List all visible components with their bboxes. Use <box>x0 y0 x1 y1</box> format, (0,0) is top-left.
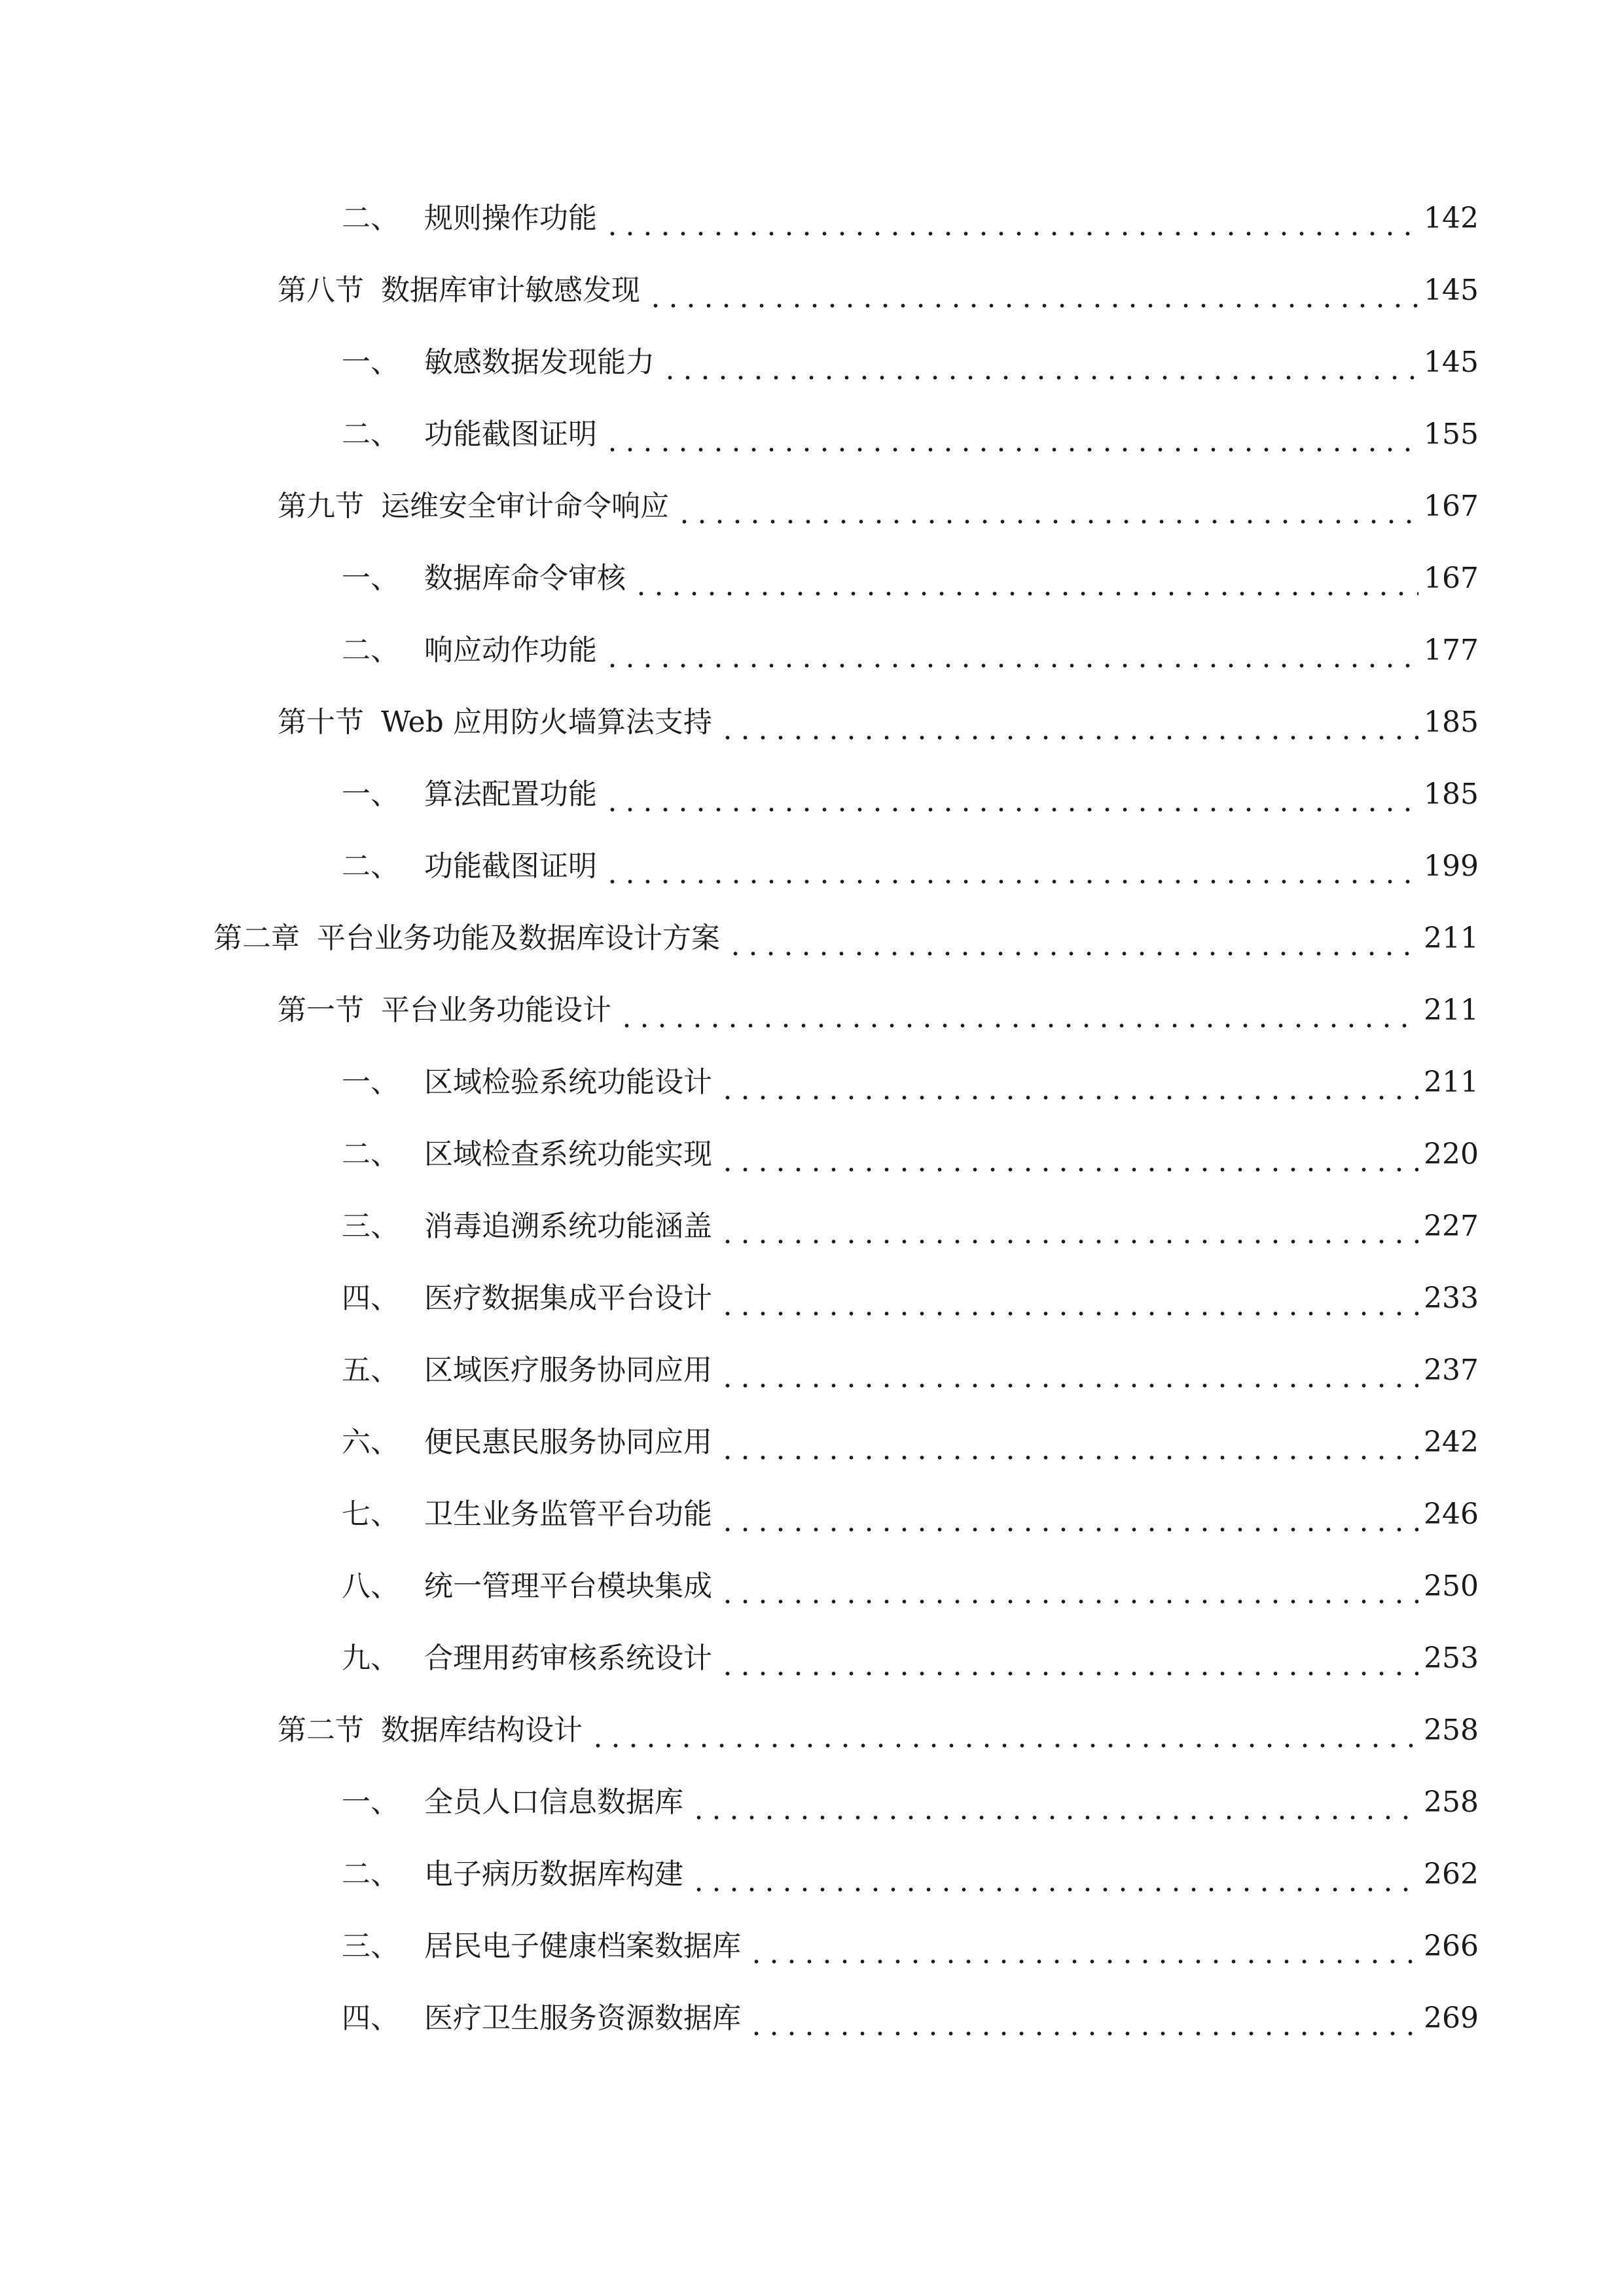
toc-entry[interactable] <box>342 408 1479 461</box>
toc-entry[interactable] <box>342 768 1479 821</box>
toc-entry[interactable] <box>342 336 1479 389</box>
dot-leader <box>604 192 1418 245</box>
toc-entry-label <box>342 1416 712 1469</box>
toc-entry-label <box>342 1776 683 1829</box>
dot-leader <box>719 1416 1418 1469</box>
toc-entry-title: 合理用药审核系统设计 <box>424 1641 712 1675</box>
dot-leader <box>604 624 1418 677</box>
dot-leader <box>719 1560 1418 1613</box>
toc-entry[interactable] <box>342 552 1479 605</box>
toc-entry-title: 居民电子健康档案数据库 <box>424 1929 741 1963</box>
toc-entry-title: 区域检验系统功能设计 <box>424 1066 712 1099</box>
toc-entry[interactable] <box>342 1632 1479 1685</box>
toc-entry-number: 五、 <box>342 1354 399 1387</box>
toc-entry-page: 145 <box>1424 346 1479 379</box>
toc-entry-number: 三、 <box>342 1210 399 1243</box>
toc-entry-title: 算法配置功能 <box>424 778 597 811</box>
toc-entry-label <box>342 1560 712 1613</box>
toc-entry[interactable] <box>342 1056 1479 1109</box>
toc-entry-number: 一、 <box>342 346 399 379</box>
toc-entry-label <box>342 552 626 605</box>
toc-entry-number: 第二节 <box>278 1713 364 1747</box>
toc-entry-page: 262 <box>1424 1857 1479 1891</box>
toc-entry-page: 246 <box>1424 1498 1479 1531</box>
dot-leader <box>604 768 1418 821</box>
toc-entry-number: 四、 <box>342 1282 399 1315</box>
toc-entry-title: Web 应用防火墙算法支持 <box>381 706 712 739</box>
dot-leader <box>647 264 1418 317</box>
toc-entry[interactable] <box>342 1344 1479 1397</box>
dot-leader <box>589 1704 1418 1757</box>
toc-entry-page: 199 <box>1424 850 1479 883</box>
dot-leader <box>719 1128 1418 1181</box>
toc-entry[interactable] <box>342 1776 1479 1829</box>
toc-entry-label <box>278 1704 583 1757</box>
toc-entry-number: 第二章 <box>213 922 300 955</box>
toc-entry-number: 三、 <box>342 1929 399 1963</box>
toc-entry-title: 功能截图证明 <box>424 850 597 883</box>
toc-entry-label <box>278 480 669 533</box>
toc-entry-label <box>342 192 597 245</box>
toc-entry[interactable] <box>342 1416 1479 1469</box>
toc-entry-label <box>342 408 597 461</box>
toc-entry-page: 258 <box>1424 1713 1479 1747</box>
toc-entry-number: 一、 <box>342 562 399 595</box>
dot-leader <box>719 1344 1418 1397</box>
toc-entry-page: 258 <box>1424 1785 1479 1819</box>
toc-entry[interactable] <box>342 1560 1479 1613</box>
toc-entry-title: 卫生业务监管平台功能 <box>424 1498 712 1531</box>
toc-entry-title: 响应动作功能 <box>424 634 597 667</box>
toc-entry-page: 185 <box>1424 706 1479 739</box>
toc-entry-title: 医疗卫生服务资源数据库 <box>424 2001 741 2035</box>
toc-entry-page: 253 <box>1424 1641 1479 1675</box>
toc-entry[interactable] <box>342 840 1479 893</box>
toc-entry-title: 区域医疗服务协同应用 <box>424 1354 712 1387</box>
toc-entry-title: 便民惠民服务协同应用 <box>424 1426 712 1459</box>
toc-entry-number: 七、 <box>342 1498 399 1531</box>
toc-entry-title: 敏感数据发现能力 <box>424 346 655 379</box>
toc-entry-number: 二、 <box>342 850 399 883</box>
toc-entry-number: 九、 <box>342 1641 399 1675</box>
toc-entry[interactable] <box>278 1704 1479 1757</box>
toc-entry-page: 211 <box>1424 994 1479 1027</box>
toc-entry-page: 220 <box>1424 1138 1479 1171</box>
toc-entry-number: 四、 <box>342 2001 399 2035</box>
toc-entry-page: 237 <box>1424 1354 1479 1387</box>
toc-entry-title: 全员人口信息数据库 <box>424 1785 683 1819</box>
toc-entry[interactable] <box>278 480 1479 533</box>
dot-leader <box>690 1776 1418 1829</box>
toc-entry-title: 数据库命令审核 <box>424 562 626 595</box>
toc-entry-number: 一、 <box>342 1785 399 1819</box>
toc-entry[interactable] <box>342 1272 1479 1325</box>
toc-entry-number: 一、 <box>342 1066 399 1099</box>
toc-entry-label <box>278 984 611 1037</box>
toc-entry-title: 医疗数据集成平台设计 <box>424 1282 712 1315</box>
dot-leader <box>661 336 1418 389</box>
toc-entry-label <box>342 336 655 389</box>
toc-entry[interactable] <box>213 912 1479 965</box>
dot-leader <box>719 1272 1418 1325</box>
toc-entry-number: 八、 <box>342 1570 399 1603</box>
toc-entry-label <box>342 1920 741 1973</box>
toc-entry-page: 242 <box>1424 1426 1479 1459</box>
dot-leader <box>604 840 1418 893</box>
toc-entry-number: 第一节 <box>278 994 364 1027</box>
toc-entry-label <box>213 912 720 965</box>
toc-entry-page: 227 <box>1424 1210 1479 1243</box>
toc-entry-page: 155 <box>1424 418 1479 451</box>
dot-leader <box>618 984 1418 1037</box>
toc-entry-page: 211 <box>1424 922 1479 955</box>
dot-leader <box>727 912 1418 965</box>
toc-entry-title: 数据库结构设计 <box>381 1713 583 1747</box>
toc-entry[interactable] <box>342 1992 1479 2045</box>
dot-leader <box>719 1632 1418 1685</box>
toc-entry-title: 功能截图证明 <box>424 418 597 451</box>
dot-leader <box>748 1992 1418 2045</box>
toc-entry-page: 167 <box>1424 490 1479 523</box>
toc-entry-page: 269 <box>1424 2001 1479 2035</box>
toc-entry-page: 177 <box>1424 634 1479 667</box>
toc-entry-title: 运维安全审计命令响应 <box>381 490 669 523</box>
toc-entry-number: 二、 <box>342 634 399 667</box>
toc-entry-label <box>342 1056 712 1109</box>
toc-entry-number: 二、 <box>342 1857 399 1891</box>
toc-entry-label <box>342 1272 712 1325</box>
toc-entry-number: 二、 <box>342 1138 399 1171</box>
toc-entry-page: 185 <box>1424 778 1479 811</box>
toc-entry-number: 二、 <box>342 202 399 235</box>
toc-entry-label <box>342 1632 712 1685</box>
toc-entry-title: 平台业务功能及数据库设计方案 <box>317 922 720 955</box>
toc-entry-label <box>342 624 597 677</box>
toc-entry-number: 一、 <box>342 778 399 811</box>
toc-entry-label <box>342 1128 712 1181</box>
toc-entry-label <box>342 768 597 821</box>
toc-entry-label <box>342 1992 741 2045</box>
toc-entry[interactable] <box>278 984 1479 1037</box>
toc-entry-label <box>342 1344 712 1397</box>
toc-entry[interactable] <box>278 264 1479 317</box>
toc-entry-number: 二、 <box>342 418 399 451</box>
toc-entry[interactable] <box>342 1488 1479 1541</box>
toc-entry-number: 六、 <box>342 1426 399 1459</box>
toc-entry-number: 第九节 <box>278 490 364 523</box>
toc-entry-number: 第十节 <box>278 706 364 739</box>
toc-entry-label <box>342 1488 712 1541</box>
toc-entry[interactable] <box>278 696 1479 749</box>
toc-entry[interactable] <box>342 1848 1479 1901</box>
toc-entry-page: 266 <box>1424 1929 1479 1963</box>
toc-entry-title: 数据库审计敏感发现 <box>381 274 640 307</box>
toc-entry-page: 167 <box>1424 562 1479 595</box>
toc-entry-page: 250 <box>1424 1570 1479 1603</box>
dot-leader <box>719 1200 1418 1253</box>
toc-entry-label <box>342 1848 683 1901</box>
toc-entry-title: 平台业务功能设计 <box>381 994 611 1027</box>
toc-entry-title: 消毒追溯系统功能涵盖 <box>424 1210 712 1243</box>
toc-entry-page: 211 <box>1424 1066 1479 1099</box>
toc-entry[interactable] <box>342 192 1479 245</box>
toc-entry[interactable] <box>342 1128 1479 1181</box>
dot-leader <box>676 480 1418 533</box>
toc-entry-label <box>342 840 597 893</box>
dot-leader <box>604 408 1418 461</box>
toc-entry[interactable] <box>342 1200 1479 1253</box>
toc-entry-page: 145 <box>1424 274 1479 307</box>
dot-leader <box>632 552 1418 605</box>
toc-entry-title: 规则操作功能 <box>424 202 597 235</box>
toc-entry-label <box>278 696 712 749</box>
dot-leader <box>748 1920 1418 1973</box>
toc-entry-label <box>278 264 640 317</box>
dot-leader <box>719 1488 1418 1541</box>
toc-entry-title: 区域检查系统功能实现 <box>424 1138 712 1171</box>
dot-leader <box>719 1056 1418 1109</box>
toc-entry-number: 第八节 <box>278 274 364 307</box>
toc-entry-title: 统一管理平台模块集成 <box>424 1570 712 1603</box>
toc-entry[interactable] <box>342 624 1479 677</box>
toc-entry-label <box>342 1200 712 1253</box>
toc-entry-page: 142 <box>1424 202 1479 235</box>
dot-leader <box>690 1848 1418 1901</box>
toc-entry-title: 电子病历数据库构建 <box>424 1857 683 1891</box>
toc-entry[interactable] <box>342 1920 1479 1973</box>
dot-leader <box>719 696 1418 749</box>
toc-entry-page: 233 <box>1424 1282 1479 1315</box>
